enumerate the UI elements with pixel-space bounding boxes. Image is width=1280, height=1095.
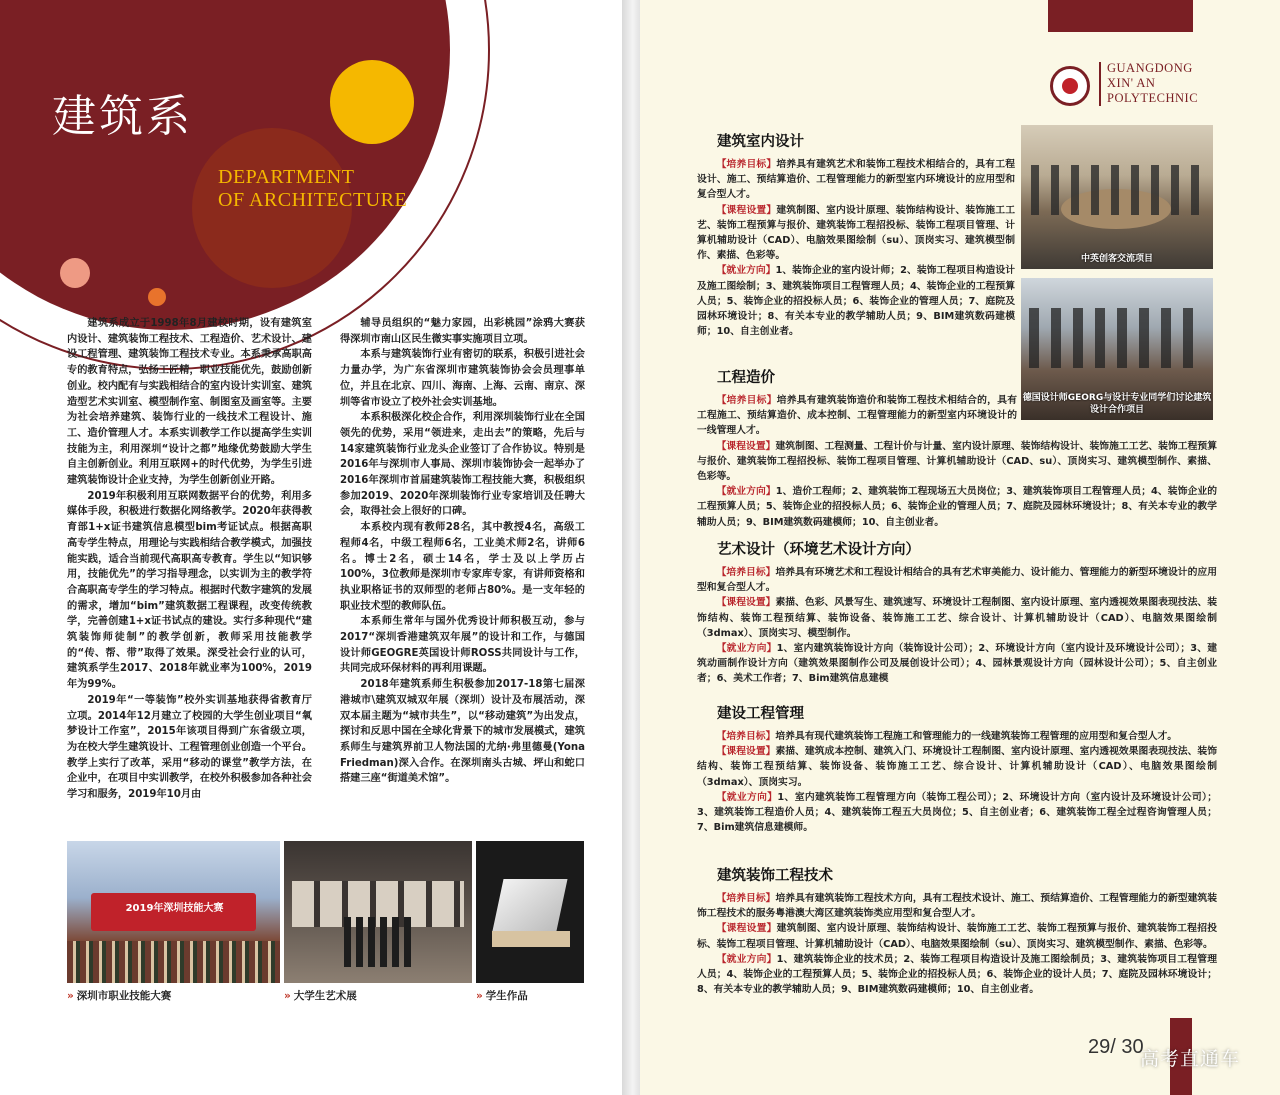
intro-column-2 bbox=[340, 316, 585, 787]
item-text: 1、装饰企业的室内设计师；2、装饰工程项目构造设计及施工图绘制；3、建筑装饰项目工程管理人员；4、装饰企业的工程预算人员；5、装饰企业的招投标人员；6、装饰企业的管理人员；7、庭院及园林环境设计；8、有关本专业的教学辅助人员；9、BIM建筑数码建模师；10、自主创业者。 bbox=[697, 265, 1015, 338]
college-name-line: XIN' AN bbox=[1107, 76, 1156, 90]
section-title: 艺术设计（环境艺术设计方向） bbox=[717, 542, 920, 558]
item-text: 建筑制图、室内设计原理、装饰结构设计、装饰施工工艺、装饰工程预算与报价、建筑装饰工程招投标、装饰工程项目管理、计算机辅助设计（CAD）、电脑效果图绘制（su）、顶岗实习、建筑模型制作、素描、色彩等。 bbox=[697, 923, 1218, 950]
college-name bbox=[1107, 61, 1198, 106]
section-item bbox=[697, 203, 1015, 264]
caption-text: 学生作品 bbox=[485, 990, 528, 1002]
workshop-people bbox=[1029, 308, 1205, 368]
page-number: 29/ 30 bbox=[1088, 1036, 1144, 1058]
item-key: 【就业方向】 bbox=[716, 953, 777, 965]
item-text: 1、建筑装饰企业的技术员；2、装饰工程项目构造设计及施工图绘制员；3、建筑装饰项目工程管理人员；4、装饰企业的工程预算人员；5、装饰企业的招投标人员；6、装饰企业的设计人员；7、庭院及园林环境设计；8、有关本专业的教学辅助人员；9、BIM建筑数码建模师；10、自主创业者。 bbox=[697, 953, 1218, 996]
exhibition-people bbox=[344, 917, 414, 967]
item-key: 【培养目标】 bbox=[716, 395, 777, 406]
item-key: 【课程设置】 bbox=[716, 923, 777, 935]
item-key: 【就业方向】 bbox=[716, 643, 777, 655]
item-key: 【培养目标】 bbox=[716, 893, 776, 904]
item-text: 培养具有现代建筑装饰工程施工和管理能力的一线建筑装饰工程管理的应用型和复合型人才。 bbox=[775, 731, 1178, 742]
col1-paragraph: 2019年积极利用互联网数据平台的优势，利用多媒体手段，积极进行数据化网络教学。2020年获得教育部1+x证书建筑信息模型bim考证试点。根据高职高专学生特点，用理论与实践相结合教学模式，加强技能实践，适合当前现代高职高专教育。学生以“知识够用，技能优先”的学习指导理念，以实训为主的教学符合高职高专学生的学习特点。根据时代数字建筑的发展的需求，增加“bim”建筑数据工程课程，改变传统教学，完善创建1+x证书试点的建设。实行多种现代“建筑装饰师徒制”的教学创新，教师采用技能教学的“传、帮、带”取得了效果。深受社会行业的认可，建筑系学生2017、2018年就业率为100%，2019年为99%。 bbox=[67, 490, 312, 691]
page-title: 建筑系 bbox=[52, 91, 193, 142]
item-text: 培养具有建筑艺术和装饰工程技术相结合的，具有工程设计、施工、预结算造价、工程管理能力的新型室内环境设计的应用型和复合型人才。 bbox=[697, 159, 1016, 201]
item-key: 【就业方向】 bbox=[716, 791, 778, 803]
item-key: 【课程设置】 bbox=[716, 440, 776, 452]
section-title: 工程造价 bbox=[717, 370, 775, 386]
orange-dot-decoration bbox=[148, 288, 166, 306]
section-item bbox=[697, 921, 1217, 951]
section-item bbox=[697, 790, 1217, 836]
department-line-1: DEPARTMENT bbox=[218, 166, 355, 188]
caption-arrow-icon: » bbox=[67, 990, 74, 1002]
section-item bbox=[697, 565, 1217, 595]
item-text: 1、室内建筑装饰工程管理方向（装饰工程公司）；2、环境设计方向（室内设计及环境设计公司）；3、建筑装饰工程造价人员；4、建筑装饰工程五大员岗位；5、自主创业者；6、建筑装饰工程全过程咨询管理人员；7、Bim建筑信息建模师。 bbox=[697, 791, 1217, 834]
item-text: 建筑制图、室内设计原理、装饰结构设计、装饰施工工艺、装饰工程预算与报价、建筑装饰工程招投标、装饰工程项目管理、计算机辅助设计（CAD）、电脑效果图绘制（su）、顶岗实习、建筑模型制作、素描、色彩等。 bbox=[697, 204, 1016, 262]
item-text: 素描、色彩、风景写生、建筑速写、环境设计工程制图、室内设计原理、室内透视效果图表现技法、装饰结构、装饰工程预结算、装饰设备、装饰施工工艺、综合设计、计算机辅助设计（CAD）、电脑效果图绘制（3dmax）、顶岗实习、模型制作。 bbox=[697, 597, 1218, 639]
photo-uk-maker-exchange bbox=[1021, 125, 1213, 269]
item-key: 【课程设置】 bbox=[716, 597, 776, 609]
emblem-core bbox=[1062, 78, 1078, 94]
photo-student-work bbox=[476, 841, 584, 983]
section-item bbox=[697, 891, 1217, 921]
competition-crowd bbox=[67, 941, 280, 983]
photo-caption bbox=[284, 988, 357, 1003]
photo-german-designer bbox=[1021, 278, 1213, 420]
col1-paragraph: 2019年“一等装饰”校外实训基地获得省教育厅立项。2014年12月建立了校园的大学生创业项目“氧梦设计工作室”，2015年该项目得到广东省级立项，为在校大学生建筑设计、工程管理创业创造一个平台。教学上实行了改革，采用“移动的课堂”教学方法，在企业中，在项目中实训教学，在校外积极参加各种社会学习和服务，2019年10月由 bbox=[67, 694, 312, 801]
college-logo-emblem bbox=[1050, 66, 1090, 106]
item-key: 【培养目标】 bbox=[716, 731, 776, 742]
section-item bbox=[697, 641, 1217, 687]
item-key: 【就业方向】 bbox=[716, 265, 776, 277]
program-construction-management bbox=[697, 702, 1217, 835]
col2-paragraph: 2018年建筑系师生积极参加2017-18第七届深港城市\建筑双城双年展（深圳）设计及布展活动，深双本届主题为“城市共生”，以“移动建筑”为出发点，探讨和反思中国在全球化背景下的城市发展模式，建筑系师生与建筑界前卫人物法国的尤纳·弗里德曼(Yona Friedman)深入合作。在深圳南头古城、坪山和蛇口搭建三座“街道美术馆”。 bbox=[340, 679, 585, 785]
department-name bbox=[218, 166, 407, 212]
salmon-circle-decoration bbox=[60, 258, 90, 288]
section-item bbox=[697, 484, 1217, 530]
item-text: 培养具有环境艺术和工程设计相结合的具有艺术审美能力、设计能力、管理能力的新型环境设计的应用型和复合型人才。 bbox=[697, 567, 1218, 594]
col2-paragraph: 辅导员组织的“魅力家园，出彩桃园”涂鸦大赛获得深圳市南山区民生微实事实施项目立项。 bbox=[340, 318, 585, 345]
section-item bbox=[697, 952, 1217, 998]
left-page bbox=[0, 0, 622, 1095]
architecture-model bbox=[492, 879, 567, 931]
caption-arrow-icon: » bbox=[476, 990, 483, 1002]
item-text: 1、造价工程师；2、建筑装饰工程现场五大员岗位；3、建筑装饰项目工程管理人员；4、装饰企业的工程预算人员；5、装饰企业的招投标人员；6、装饰企业的管理人员；7、庭院及园林环境设计；8、有关本专业的教学辅助人员；9、BIM建筑数码建模师；10、自主创业者。 bbox=[697, 486, 1217, 528]
item-text: 素描、建筑成本控制、建筑入门、环境设计工程制图、室内设计原理、室内透视效果图表现技法、装饰结构、装饰工程预结算、装饰设备、装饰施工工艺、综合设计、计算机辅助设计（CAD）、电脑效果图绘制（3dmax）、顶岗实习。 bbox=[697, 746, 1218, 788]
item-text: 建筑制图、工程测量、工程计价与计量、室内设计原理、装饰结构设计、装饰施工工艺、装饰工程预算与报价、建筑装饰工程招投标、装饰工程项目管理、计算机辅助设计（CAD、su）、顶岗实习、建筑模型制作、素描、色彩等。 bbox=[697, 440, 1218, 483]
model-base bbox=[492, 931, 570, 947]
item-key: 【就业方向】 bbox=[716, 486, 776, 498]
section-item bbox=[697, 729, 1217, 744]
photo-caption bbox=[67, 988, 171, 1003]
col2-paragraph: 本系师生常年与国外优秀设计师积极互动，参与2017“深圳香港建筑双年展”的设计和工作，与德国设计师GEOGRE英国设计师ROSS共同设计与工作，共同完成环保材料的再利用课题。 bbox=[340, 616, 585, 675]
caption-text: 大学生艺术展 bbox=[293, 990, 357, 1002]
program-interior-design bbox=[697, 130, 1015, 339]
meeting-people bbox=[1031, 165, 1203, 215]
col2-paragraph: 本系与建筑装饰行业有密切的联系，积极引进社会力量办学，为广东省深圳市建筑装饰协会会员理事单位，并且在北京、四川、海南、上海、云南、南京、深圳等省市设立了校外社会实训基地。 bbox=[340, 349, 585, 408]
program-art-design bbox=[697, 538, 1217, 687]
item-text: 培养具有建筑装饰造价和装饰工程技术相结合的，具有工程施工、预结算造价、成本控制、工程管理能力的新型室内环境设计的一线管理人才。 bbox=[697, 395, 1018, 437]
photo-skills-competition bbox=[67, 841, 280, 983]
photo-caption bbox=[476, 988, 528, 1003]
photo-caption: 中英创客交流项目 bbox=[1080, 254, 1153, 264]
intro-column-1 bbox=[67, 316, 312, 803]
right-page bbox=[640, 0, 1280, 1095]
caption-arrow-icon: » bbox=[284, 990, 291, 1002]
college-name-line: GUANGDONG bbox=[1107, 61, 1193, 75]
section-title: 建设工程管理 bbox=[717, 706, 804, 722]
competition-banner-text: 2019年深圳技能大赛 bbox=[125, 903, 224, 914]
photo-art-exhibition bbox=[284, 841, 472, 983]
college-name-line: POLYTECHNIC bbox=[1107, 91, 1199, 105]
program-decoration-engineering bbox=[697, 864, 1217, 997]
item-text: 培养具有建筑装饰工程技术方向，具有工程技术设计、施工、预结算造价、工程管理能力的新型建筑装饰工程技术的服务粤港澳大湾区建筑装饰类应用型和复合型人才。 bbox=[697, 893, 1218, 920]
section-item bbox=[697, 263, 1015, 339]
yellow-circle-decoration bbox=[330, 60, 414, 144]
section-title: 建筑室内设计 bbox=[717, 134, 804, 150]
col2-paragraph: 本系积极深化校企合作，利用深圳装饰行业在全国领先的优势，采用“领进来，走出去”的策略，先后与14家建筑装饰行业龙头企业签订了合作协议。特别是2016年与深圳市人事局、深圳市装饰协会一起举办了2016年深圳市首届建筑装饰工程技能大赛，积极组织参加2019、2020年深圳装饰行业专家培训及任聘大会，取得社会上很好的口碑。 bbox=[340, 412, 585, 518]
photo-caption: 德国设计师GEORG与设计专业同学们讨论建筑设计合作项目 bbox=[1022, 393, 1212, 415]
item-key: 【培养目标】 bbox=[716, 159, 777, 170]
caption-text: 深圳市职业技能大赛 bbox=[76, 990, 172, 1002]
section-item bbox=[697, 439, 1217, 485]
top-maroon-bar bbox=[1048, 0, 1193, 32]
section-item bbox=[697, 157, 1015, 203]
watermark: 高考直通车 bbox=[1140, 1048, 1241, 1070]
col2-paragraph: 本系校内现有教师28名，其中教授4名，高级工程师4名，中级工程师6名，工业美术师2名，讲师6名。博士2名，硕士14名，学士及以上学历占100%，3位教师是深圳市专家库专家，有讲师资格和执业职格证书的双师型的老师占80%。是一支年轻的职业技术型的教师队伍。 bbox=[340, 522, 585, 612]
item-text: 1、室内建筑装饰设计方向（装饰设计公司）；2、环境设计方向（室内设计及环境设计公司）；3、建筑动画制作设计方向（建筑效果图制作公司及展创设计公司）；4、园林景观设计方向（园林设计公司）；5、自主创业者；6、美术工作者；7、Bim建筑信息建模 bbox=[697, 643, 1218, 685]
item-key: 【课程设置】 bbox=[716, 204, 777, 216]
section-title: 建筑装饰工程技术 bbox=[717, 868, 833, 884]
item-key: 【课程设置】 bbox=[716, 746, 776, 758]
col1-paragraph: 建筑系成立于1998年8月建校时期，设有建筑室内设计、建筑装饰工程技术、工程造价、艺术设计、建设工程管理、建筑装饰工程技术专业。本系秉承高职高专的教育特点，弘扬工匠精，职业技能优先，鼓励创新创业。校内配有与实践相结合的室内设计实训室、建筑造型艺术实训室、模型制作室、制图室及画室等。主要为社会培养建筑、装饰行业的一线技术工程设计、施工、造价管理人才。本系实训教学工作以提高学生实训技能为主，利用深圳“设计之都”地缘优势鼓励大学生自主创新创业。利用互联网+的时代优势，为学生引进建筑装饰设计企业支持，为学生创新创业开路。 bbox=[67, 318, 312, 487]
section-item bbox=[697, 595, 1217, 641]
page-gutter bbox=[622, 0, 640, 1095]
department-line-2: OF ARCHITECTURE bbox=[218, 189, 408, 211]
section-item bbox=[697, 744, 1217, 790]
item-key: 【培养目标】 bbox=[716, 567, 776, 578]
logo-divider bbox=[1099, 62, 1101, 106]
